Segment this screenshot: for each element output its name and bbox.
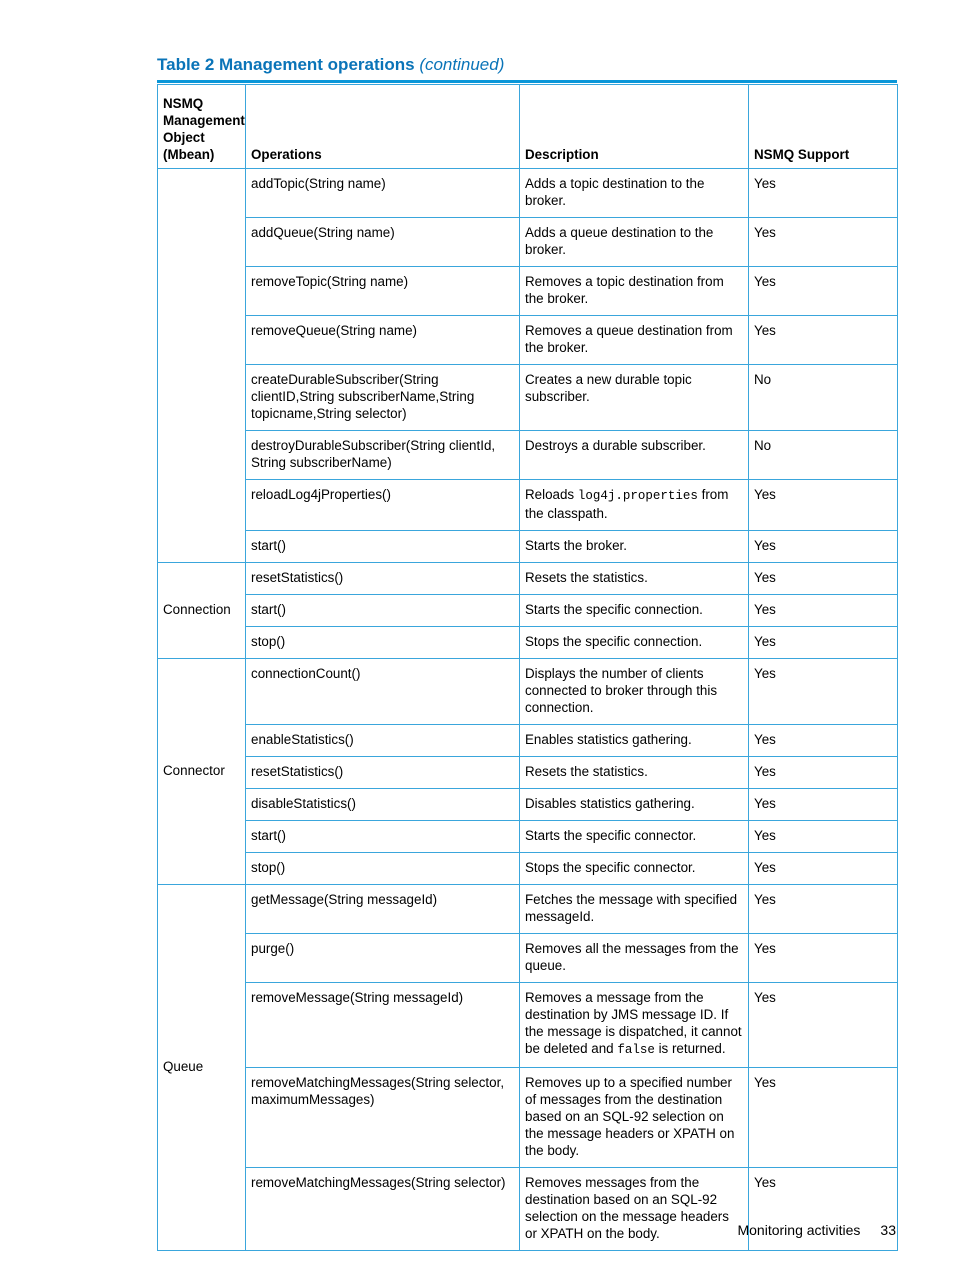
description-cell: Resets the statistics.	[520, 757, 749, 789]
operation-cell: removeMatchingMessages(String selector, maximumMessages)	[246, 1068, 520, 1168]
description-cell: Removes a queue destination from the broker.	[520, 316, 749, 365]
operation-cell: start()	[246, 821, 520, 853]
table-row	[158, 218, 898, 267]
operation-cell: removeMessage(String messageId)	[246, 983, 520, 1068]
support-cell: No	[749, 431, 898, 480]
description-cell: Removes messages from the destination based on an SQL-92 selection on the message headers or XPATH on the body.	[520, 1168, 749, 1251]
description-cell: Stops the specific connector.	[520, 853, 749, 885]
description-cell: Destroys a durable subscriber.	[520, 431, 749, 480]
support-cell: Yes	[749, 757, 898, 789]
description-cell	[520, 480, 749, 531]
operation-cell: resetStatistics()	[246, 563, 520, 595]
operation-cell: stop()	[246, 853, 520, 885]
table-row	[158, 365, 898, 431]
operation-cell: removeMatchingMessages(String selector)	[246, 1168, 520, 1251]
operation-cell: start()	[246, 595, 520, 627]
page-number: 33	[880, 1222, 896, 1238]
operation-cell: addQueue(String name)	[246, 218, 520, 267]
operation-cell: enableStatistics()	[246, 725, 520, 757]
description-cell: Enables statistics gathering.	[520, 725, 749, 757]
header-support: NSMQ Support	[749, 85, 898, 169]
operation-cell: removeQueue(String name)	[246, 316, 520, 365]
support-cell: Yes	[749, 885, 898, 934]
description-code: false	[617, 1043, 655, 1057]
table-row	[158, 1068, 898, 1168]
table-row	[158, 725, 898, 757]
description-cell: Starts the specific connection.	[520, 595, 749, 627]
table-row	[158, 821, 898, 853]
operation-cell: getMessage(String messageId)	[246, 885, 520, 934]
description-code: log4j.properties	[577, 489, 698, 503]
header-object-line: (Mbean)	[163, 147, 215, 162]
support-cell: Yes	[749, 627, 898, 659]
table-row	[158, 480, 898, 531]
support-cell: Yes	[749, 659, 898, 725]
management-operations-table	[157, 84, 898, 1251]
description-text: is returned.	[654, 1041, 726, 1056]
support-cell: Yes	[749, 1068, 898, 1168]
operation-cell: addTopic(String name)	[246, 169, 520, 218]
operation-cell: resetStatistics()	[246, 757, 520, 789]
page-footer	[737, 1222, 896, 1238]
table-row	[158, 757, 898, 789]
support-cell: Yes	[749, 853, 898, 885]
description-cell: Disables statistics gathering.	[520, 789, 749, 821]
table-row	[158, 316, 898, 365]
support-cell: Yes	[749, 316, 898, 365]
mbean-object-cell	[158, 169, 246, 563]
table-header-row	[158, 85, 898, 169]
support-cell: Yes	[749, 983, 898, 1068]
support-cell: Yes	[749, 789, 898, 821]
description-cell: Creates a new durable topic subscriber.	[520, 365, 749, 431]
table-row	[158, 1168, 898, 1251]
table-row	[158, 595, 898, 627]
caption-continued: (continued)	[419, 55, 505, 74]
support-cell: Yes	[749, 725, 898, 757]
table-row	[158, 169, 898, 218]
table-row	[158, 563, 898, 595]
support-cell: Yes	[749, 531, 898, 563]
description-cell: Starts the broker.	[520, 531, 749, 563]
operation-cell: removeTopic(String name)	[246, 267, 520, 316]
header-object-line: Object	[163, 130, 205, 145]
table-row	[158, 659, 898, 725]
description-text: Removes a message from the destination by JMS message ID. If the message is dispatched, it cannot be deleted and	[525, 990, 742, 1056]
table-row	[158, 885, 898, 934]
support-cell: Yes	[749, 267, 898, 316]
table-top-rule	[157, 80, 897, 83]
operation-cell: start()	[246, 531, 520, 563]
table-row	[158, 627, 898, 659]
support-cell: Yes	[749, 563, 898, 595]
footer-section: Monitoring activities	[737, 1222, 861, 1238]
table-row	[158, 983, 898, 1068]
support-cell: Yes	[749, 821, 898, 853]
header-object-line: Management	[163, 113, 245, 128]
mbean-object-cell: Connection	[158, 563, 246, 659]
table-row	[158, 853, 898, 885]
table-caption	[157, 55, 504, 75]
table-row	[158, 531, 898, 563]
description-cell: Adds a topic destination to the broker.	[520, 169, 749, 218]
header-description: Description	[520, 85, 749, 169]
description-cell: Removes up to a specified number of messages from the destination based on an SQL-92 selection on the message headers or XPATH on the body.	[520, 1068, 749, 1168]
table-row	[158, 789, 898, 821]
table-row	[158, 267, 898, 316]
description-cell: Resets the statistics.	[520, 563, 749, 595]
operation-cell: disableStatistics()	[246, 789, 520, 821]
description-cell: Stops the specific connection.	[520, 627, 749, 659]
operation-cell: destroyDurableSubscriber(String clientId, String subscriberName)	[246, 431, 520, 480]
support-cell: Yes	[749, 934, 898, 983]
header-operations: Operations	[246, 85, 520, 169]
header-object-line: NSMQ	[163, 96, 204, 111]
operation-cell: createDurableSubscriber(String clientID,String subscriberName,String topicname,String selector)	[246, 365, 520, 431]
description-cell: Removes all the messages from the queue.	[520, 934, 749, 983]
description-cell: Starts the specific connector.	[520, 821, 749, 853]
description-text: Reloads	[525, 487, 578, 502]
operation-cell: stop()	[246, 627, 520, 659]
support-cell: Yes	[749, 169, 898, 218]
support-cell: Yes	[749, 218, 898, 267]
mbean-object-cell: Queue	[158, 885, 246, 1251]
description-text: from the classpath.	[525, 487, 729, 521]
table-row	[158, 431, 898, 480]
operation-cell: connectionCount()	[246, 659, 520, 725]
operation-cell: reloadLog4jProperties()	[246, 480, 520, 531]
header-object	[158, 85, 246, 169]
description-cell: Removes a topic destination from the broker.	[520, 267, 749, 316]
caption-label: Table 2 Management operations	[157, 55, 415, 74]
description-cell: Displays the number of clients connected to broker through this connection.	[520, 659, 749, 725]
support-cell: Yes	[749, 480, 898, 531]
operation-cell: purge()	[246, 934, 520, 983]
description-cell	[520, 983, 749, 1068]
table-row	[158, 934, 898, 983]
description-cell: Fetches the message with specified messageId.	[520, 885, 749, 934]
mbean-object-cell: Connector	[158, 659, 246, 885]
support-cell: Yes	[749, 1168, 898, 1251]
support-cell: No	[749, 365, 898, 431]
description-cell: Adds a queue destination to the broker.	[520, 218, 749, 267]
support-cell: Yes	[749, 595, 898, 627]
